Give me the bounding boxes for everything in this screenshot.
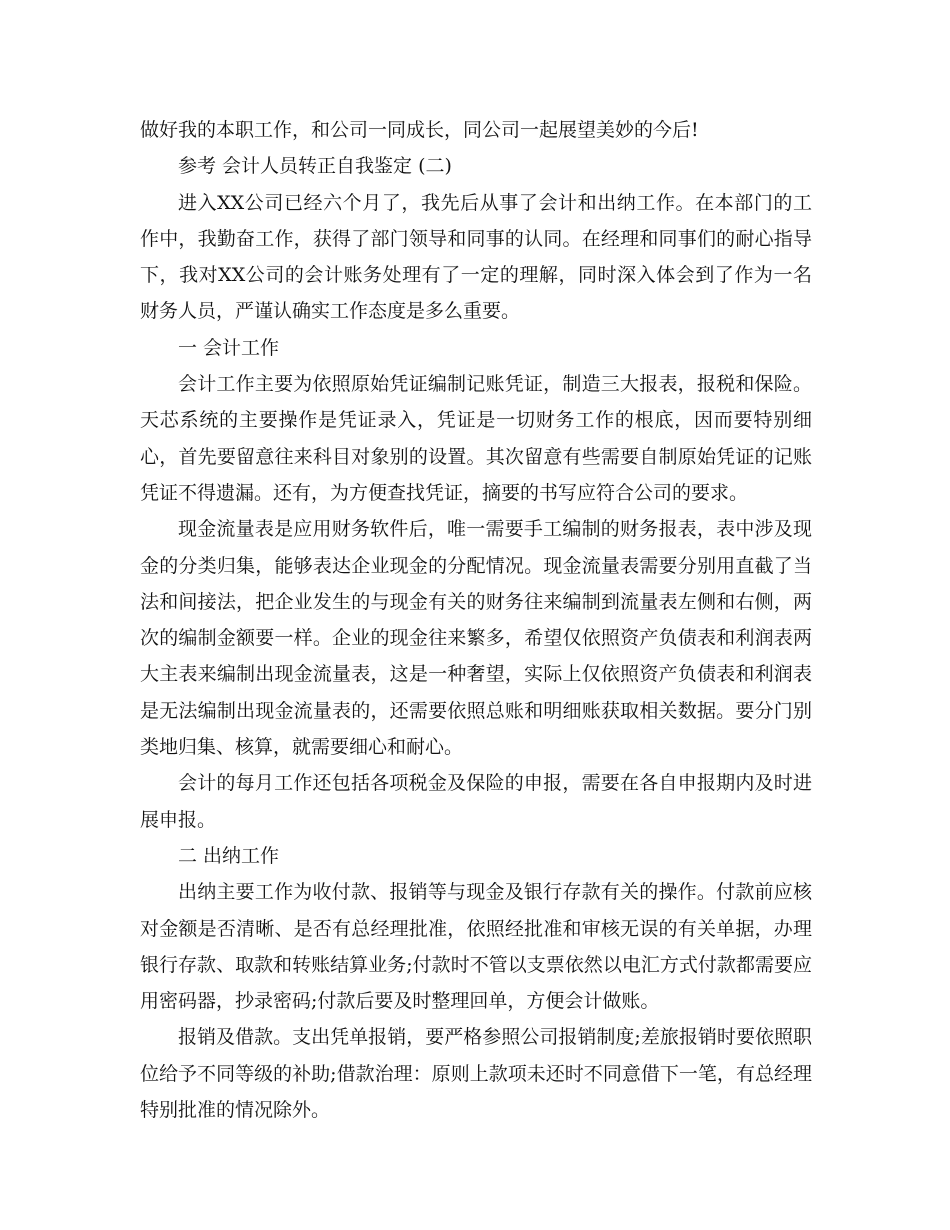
section-heading: 一 会计工作 [178,336,280,359]
document-body [140,112,812,1128]
paragraph: 进入XX公司已经六个月了，我先后从事了会计和出纳工作。在本部门的工作中，我勤奋工作，获得了部门领导和同事的认同。在经理和同事们的耐心指导下，我对XX公司的会计账务处理有了一定的理解，同时深入体会到了作为一名财务人员，严谨认确实工作态度是多么重要。 [140,191,812,323]
paragraph: 会计的每月工作还包括各项税金及保险的申报，需要在各自申报期内及时进展申报。 [140,772,812,831]
paragraph: 报销及借款。支出凭单报销，要严格参照公司报销制度;差旅报销时要依照职位给予不同等级的补助;借款治理：原则上款项未还时不同意借下一笔，有总经理特别批准的情况除外。 [140,1026,812,1122]
paragraph: 做好我的本职工作，和公司一同成长，同公司一起展望美妙的今后! [140,119,699,141]
paragraph: 现金流量表是应用财务软件后，唯一需要手工编制的财务报表，表中涉及现金的分类归集，能够表达企业现金的分配情况。现金流量表需要分别用直截了当法和间接法，把企业发生的与现金有关的财务往来编制到流量表左侧和右侧，两次的编制金额要一样。企业的现金往来繁多，希望仅依照资产负债表和利润表两大主表来编制出现金流量表，这是一种奢望，实际上仅依照资产负债表和利润表是无法编制出现金流量表的，还需要依照总账和明细账获取相关数据。要分门别类地归集、核算，就需要细心和耐心。 [140,518,812,759]
section-heading: 二 出纳工作 [178,844,280,867]
paragraph: 出纳主要工作为收付款、报销等与现金及银行存款有关的操作。付款前应核对金额是否清晰、是否有总经理批准，依照经批准和审核无误的有关单据，办理银行存款、取款和转账结算业务;付款时不管以支票依然以电汇方式付款都需要应用密码器，抄录密码;付款后要及时整理回单，方便会计做账。 [140,881,812,1013]
section-heading: 参考 会计人员转正自我鉴定 (二) [178,155,452,178]
paragraph: 会计工作主要为依照原始凭证编制记账凭证，制造三大报表，报税和保险。天芯系统的主要操作是凭证录入，凭证是一切财务工作的根底，因而要特别细心，首先要留意往来科目对象别的设置。其次留意有些需要自制原始凭证的记账凭证不得遗漏。还有，为方便查找凭证，摘要的书写应符合公司的要求。 [140,373,812,504]
